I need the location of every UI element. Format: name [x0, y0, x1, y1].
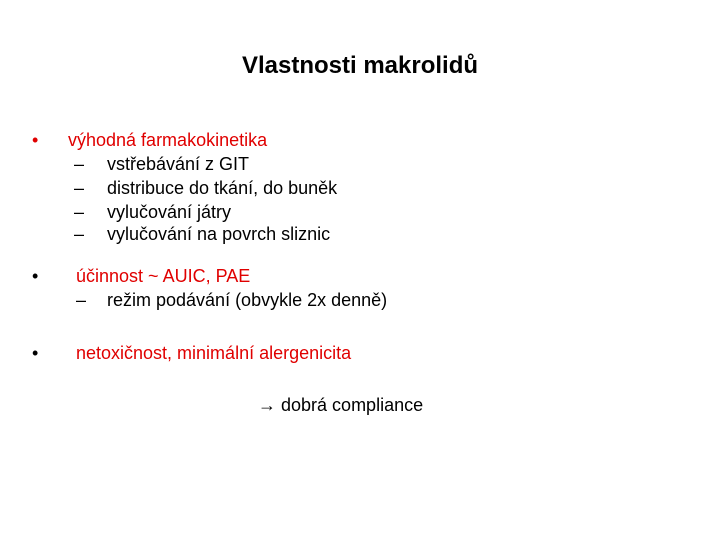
bullet-text-2: účinnost ~ AUIC, PAE	[76, 266, 251, 286]
conclusion-text: dobrá compliance	[281, 395, 424, 415]
subitem-marker-1-2: –	[74, 178, 85, 198]
subitem-text-1-1: vstřebávání z GIT	[107, 154, 250, 174]
bullet-marker-1: •	[32, 130, 39, 150]
subitem-text-1-2: distribuce do tkání, do buněk	[107, 178, 338, 198]
right-arrow-icon: →	[258, 395, 276, 415]
slide-title	[0, 52, 720, 80]
slide-title-text: Vlastnosti makrolidů	[241, 52, 479, 79]
bullet-marker-3: •	[32, 343, 39, 363]
subitem-marker-1-1: –	[74, 154, 85, 174]
subitem-text-1-4: vylučování na povrch sliznic	[107, 224, 331, 244]
bullet-text-3: netoxičnost, minimální alergenicita	[76, 343, 352, 363]
subitem-text-2-1: režim podávání (obvykle 2x denně)	[107, 290, 388, 310]
subitem-text-1-3: vylučování játry	[107, 202, 232, 222]
bullet-marker-2: •	[32, 266, 39, 286]
subitem-marker-1-4: –	[74, 224, 85, 244]
conclusion	[258, 393, 423, 417]
subitem-marker-1-3: –	[74, 202, 85, 222]
bullet-text-1: výhodná farmakokinetika	[68, 130, 268, 150]
subitem-marker-2-1: –	[76, 290, 87, 310]
